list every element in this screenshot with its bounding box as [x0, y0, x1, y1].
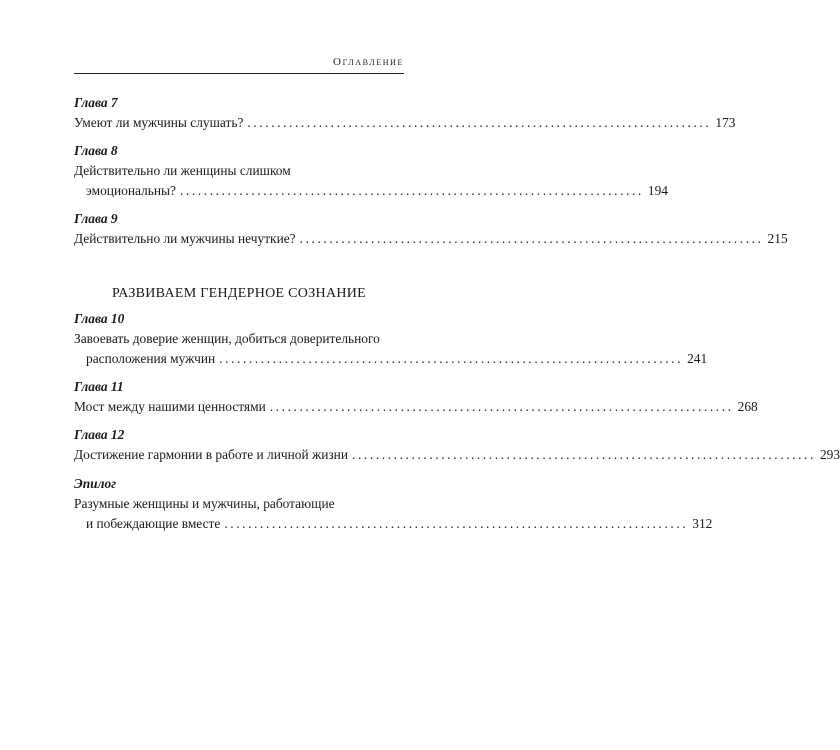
toc-line	[74, 397, 758, 417]
chapter-label: Глава 9	[74, 211, 118, 226]
header-rule	[74, 73, 404, 74]
toc-line	[74, 445, 840, 465]
chapter-label: Глава 7	[74, 95, 118, 110]
chapter-label: Глава 11	[74, 379, 124, 394]
entry-title: Действительно ли женщины слишком	[74, 163, 291, 178]
dot-leader: ..............................................................................	[219, 351, 684, 366]
dot-leader: ..............................................................................	[299, 231, 764, 246]
entry-title: Мост между нашими ценностями	[74, 399, 266, 414]
dot-leader: ..............................................................................	[179, 183, 644, 198]
entry-title-continued: и побеждающие вместе	[86, 516, 221, 531]
entry-title: Действительно ли мужчины нечуткие?	[74, 231, 296, 246]
toc-entry-chapter-10	[74, 309, 708, 369]
section-title: РАЗВИВАЕМ ГЕНДЕРНОЕ СОЗНАНИЕ	[111, 286, 367, 301]
toc-entry-epilogue	[74, 474, 713, 534]
page-number: 194	[647, 183, 668, 198]
dot-leader: ..............................................................................	[352, 447, 816, 462]
page-number: 173	[715, 115, 736, 130]
entry-title-continued: расположения мужчин	[86, 351, 216, 366]
chapter-label: Глава 10	[74, 311, 125, 326]
toc-line	[74, 181, 668, 201]
toc-line	[74, 329, 404, 349]
dot-leader: ..............................................................................	[269, 399, 734, 414]
chapter-label: Эпилог	[74, 476, 117, 491]
toc-entry-chapter-12	[74, 425, 840, 465]
toc-entry-chapter-9	[74, 209, 788, 249]
entry-title-continued: эмоциональны?	[86, 183, 176, 198]
entry-title: Завоевать доверие женщин, добиться доверительного	[74, 331, 380, 346]
entry-title: Достижение гармонии в работе и личной жизни	[74, 447, 349, 462]
toc-line	[74, 229, 788, 249]
chapter-label: Глава 12	[74, 427, 125, 442]
page-number: 268	[737, 399, 758, 414]
dot-leader: ..............................................................................	[224, 516, 689, 531]
page-number: 215	[767, 231, 788, 246]
toc-line	[74, 161, 404, 181]
toc-entry-chapter-7	[74, 93, 736, 133]
page-number: 293	[819, 447, 840, 462]
entry-title: Разумные женщины и мужчины, работающие	[74, 496, 335, 511]
toc-line	[74, 349, 708, 369]
running-header: Оглавление	[333, 56, 404, 68]
page-number: 241	[687, 351, 708, 366]
toc-line	[74, 514, 713, 534]
entry-title: Умеют ли мужчины слушать?	[74, 115, 244, 130]
toc-entry-chapter-11	[74, 377, 758, 417]
toc-line	[74, 113, 736, 133]
toc-line	[74, 494, 404, 514]
dot-leader: ..............................................................................	[247, 115, 712, 130]
page-number: 312	[692, 516, 713, 531]
toc-entry-chapter-8	[74, 141, 668, 201]
chapter-label: Глава 8	[74, 143, 118, 158]
